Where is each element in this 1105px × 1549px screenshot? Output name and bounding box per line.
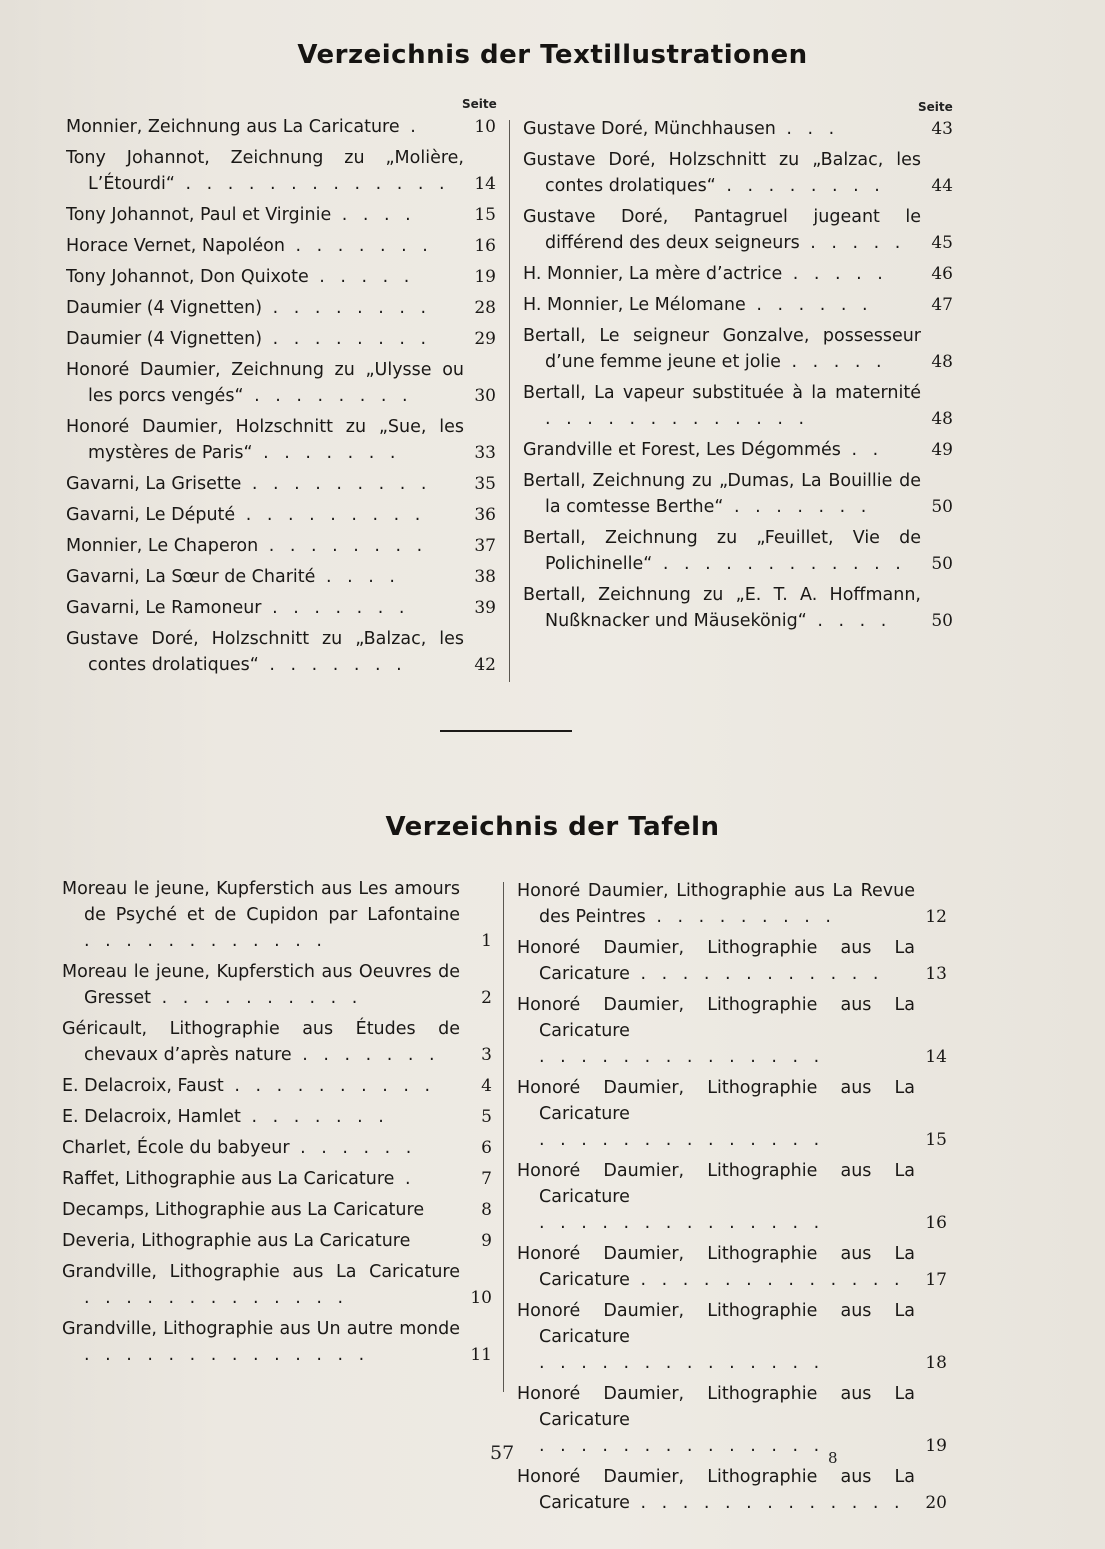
- entry-page-number: 4: [481, 1076, 492, 1096]
- entry-title: [66, 114, 464, 140]
- entry-page-number: 33: [474, 443, 496, 463]
- index-entry: [62, 1228, 492, 1254]
- entry-page-number: 44: [931, 176, 953, 196]
- entry-title-text: E. Delacroix, Hamlet: [62, 1107, 241, 1127]
- index-entry: [517, 1464, 947, 1516]
- leader-dots: . . . . . . . . . . . . .: [629, 1270, 905, 1290]
- section-separator-rule: [440, 730, 572, 732]
- index-entry: [62, 1197, 492, 1223]
- entry-title: [62, 1316, 460, 1368]
- index-entry: [66, 233, 496, 259]
- column-header-seite-left: Seite: [462, 97, 497, 111]
- entry-page-number: 16: [925, 1213, 947, 1233]
- entry-title-text: Gustave Doré, Münchhausen: [523, 119, 776, 139]
- index-entry: [523, 116, 953, 142]
- entry-title: [66, 564, 464, 590]
- index-entry: [66, 471, 496, 497]
- leader-dots: .: [394, 1169, 416, 1189]
- entry-page-number: 13: [925, 964, 947, 984]
- entry-title-text: Daumier (4 Vignetten): [66, 329, 263, 349]
- index-entry: [517, 1075, 947, 1153]
- entry-page-number: 16: [474, 236, 496, 256]
- index-entry: [62, 1016, 492, 1068]
- index-entry: [523, 437, 953, 463]
- entry-title: [523, 525, 921, 577]
- entry-title-text: Gustave Doré, Holzschnitt zu „Balzac, les contes drolatiques“: [523, 150, 921, 196]
- entry-title-text: Tony Johannot, Zeichnung zu „Molière, L’Étourdi“: [66, 148, 464, 194]
- entry-page-number: 5: [481, 1107, 492, 1127]
- signature-mark: 8: [828, 1449, 838, 1467]
- leader-dots: . . . . .: [782, 264, 888, 284]
- entry-title: [66, 264, 464, 290]
- entry-title: [517, 935, 915, 987]
- index-entry: [62, 959, 492, 1011]
- index-entry: [523, 204, 953, 256]
- leader-dots: . . . . . . . . . . . . . .: [539, 1353, 825, 1373]
- entry-page-number: 15: [925, 1130, 947, 1150]
- entry-title-text: Honoré Daumier, Zeichnung zu „Ulysse ou les porcs vengés“: [66, 360, 464, 406]
- index-entry: [523, 525, 953, 577]
- leader-dots: . . . .: [331, 205, 416, 225]
- entry-title-text: Deveria, Lithographie aus La Caricature: [62, 1231, 411, 1251]
- entry-title-text: Tony Johannot, Don Quixote: [66, 267, 309, 287]
- entry-title-text: Honoré Daumier, Lithographie aus La Caricature: [517, 1161, 915, 1207]
- entry-page-number: 8: [481, 1200, 492, 1220]
- entry-title: [62, 876, 460, 954]
- index-entry: [523, 261, 953, 287]
- entry-title-text: Gavarni, Le Député: [66, 505, 236, 525]
- entry-title: [66, 626, 464, 678]
- entry-page-number: 42: [474, 655, 496, 675]
- leader-dots: . .: [840, 440, 884, 460]
- index-entry: [517, 992, 947, 1070]
- entry-page-number: 48: [931, 409, 953, 429]
- entry-title-text: Honoré Daumier, Lithographie aus La Caricature: [517, 1244, 915, 1290]
- entry-page-number: 45: [931, 233, 953, 253]
- leader-dots: . . . . . . . . . . . . .: [629, 1493, 905, 1513]
- entry-title: [66, 414, 464, 466]
- index-entry: [523, 380, 953, 432]
- entry-title: [62, 1197, 460, 1223]
- entry-title-text: Horace Vernet, Napoléon: [66, 236, 285, 256]
- column-divider-top: [509, 120, 510, 682]
- leader-dots: . . . .: [315, 567, 400, 587]
- entry-page-number: 19: [925, 1436, 947, 1456]
- section-title-plates: Verzeichnis der Tafeln: [385, 812, 720, 842]
- index-entry: [523, 292, 953, 318]
- entry-page-number: 14: [925, 1047, 947, 1067]
- text-illustrations-right-column: [523, 116, 953, 639]
- text-illustrations-left-column: [66, 114, 496, 683]
- leader-dots: . . . . . . . .: [715, 176, 885, 196]
- entry-title: [66, 471, 464, 497]
- entry-title: [66, 595, 464, 621]
- entry-title-text: Charlet, École du babyeur: [62, 1138, 290, 1158]
- column-divider-bottom: [503, 882, 504, 1392]
- index-entry: [62, 876, 492, 954]
- entry-title: [517, 1241, 915, 1293]
- index-entry: [62, 1073, 492, 1099]
- entry-title: [66, 145, 464, 197]
- leader-dots: . . . . . . . . . .: [223, 1076, 436, 1096]
- entry-page-number: 10: [474, 117, 496, 137]
- leader-dots: . . .: [775, 119, 840, 139]
- index-entry: [517, 1241, 947, 1293]
- entry-title: [523, 468, 921, 520]
- leader-dots: . . . . . .: [289, 1138, 417, 1158]
- index-entry: [62, 1135, 492, 1161]
- entry-page-number: 28: [474, 298, 496, 318]
- entry-title: [517, 1381, 915, 1459]
- index-entry: [66, 295, 496, 321]
- entry-title-text: Honoré Daumier, Lithographie aus La Caricature: [517, 995, 915, 1041]
- leader-dots: . . . . . . . . . . . .: [652, 554, 906, 574]
- leader-dots: . . . . . . .: [284, 236, 433, 256]
- entry-title: [62, 1104, 460, 1130]
- leader-dots: . . . . . . . .: [243, 386, 413, 406]
- entry-title: [66, 233, 464, 259]
- index-entry: [66, 357, 496, 409]
- index-entry: [62, 1166, 492, 1192]
- entry-title-text: Gavarni, La Grisette: [66, 474, 242, 494]
- entry-page-number: 30: [474, 386, 496, 406]
- entry-title-text: Decamps, Lithographie aus La Caricature: [62, 1200, 425, 1220]
- entry-title: [66, 326, 464, 352]
- entry-title-text: Honoré Daumier, Lithographie aus La Caricature: [517, 1384, 915, 1430]
- entry-title: [62, 1073, 460, 1099]
- entry-title-text: Grandville, Lithographie aus Un autre monde: [62, 1319, 460, 1339]
- leader-dots: . . . . . . . .: [262, 298, 432, 318]
- entry-title: [62, 1016, 460, 1068]
- leader-dots: . . . . . . . . . . . . .: [174, 174, 450, 194]
- entry-title: [517, 1464, 915, 1516]
- entry-title-text: Bertall, La vapeur substituée à la maternité: [523, 383, 921, 403]
- index-entry: [66, 564, 496, 590]
- entry-page-number: 50: [931, 611, 953, 631]
- leader-dots: . . . . . . . . . . . . . .: [539, 1213, 825, 1233]
- entry-page-number: 29: [474, 329, 496, 349]
- entry-title-text: Honoré Daumier, Lithographie aus La Caricature: [517, 1301, 915, 1347]
- entry-title: [523, 147, 921, 199]
- index-entry: [66, 595, 496, 621]
- entry-page-number: 2: [481, 988, 492, 1008]
- entry-title: [517, 992, 915, 1070]
- index-entry: [523, 582, 953, 634]
- entry-title-text: H. Monnier, La mère d’actrice: [523, 264, 783, 284]
- entry-title-text: Grandville, Lithographie aus La Caricature: [62, 1262, 460, 1282]
- entry-page-number: 50: [931, 554, 953, 574]
- entry-title-text: Monnier, Zeichnung aus La Caricature: [66, 117, 400, 137]
- entry-title-text: Moreau le jeune, Kupferstich aus Oeuvres de Gresset: [62, 962, 460, 1008]
- entry-title-text: Daumier (4 Vignetten): [66, 298, 263, 318]
- index-entry: [62, 1316, 492, 1368]
- entry-title-text: Moreau le jeune, Kupferstich aus Les amours de Psyché et de Cupidon par Lafontaine: [62, 879, 460, 925]
- leader-dots: . . . .: [806, 611, 892, 631]
- entry-title-text: Honoré Daumier, Holzschnitt zu „Sue, les mystères de Paris“: [66, 417, 464, 463]
- entry-page-number: 15: [474, 205, 496, 225]
- entry-page-number: 17: [925, 1270, 947, 1290]
- entry-page-number: 39: [474, 598, 496, 618]
- entry-page-number: 49: [931, 440, 953, 460]
- index-entry: [66, 202, 496, 228]
- entry-title: [523, 380, 921, 432]
- entry-title-text: Bertall, Zeichnung zu „Feuillet, Vie de Polichinelle“: [523, 528, 921, 574]
- entry-page-number: 14: [474, 174, 496, 194]
- column-header-seite-right: Seite: [918, 100, 953, 114]
- index-entry: [517, 1381, 947, 1459]
- index-entry: [66, 626, 496, 678]
- entry-page-number: 1: [481, 931, 492, 951]
- entry-page-number: 11: [470, 1345, 492, 1365]
- leader-dots: . . . . . . . . . . . .: [629, 964, 884, 984]
- entry-title: [523, 292, 921, 318]
- entry-title-text: Gavarni, La Sœur de Charité: [66, 567, 316, 587]
- leader-dots: . . . . . . .: [723, 497, 872, 517]
- entry-page-number: 50: [931, 497, 953, 517]
- plates-right-column: [517, 878, 947, 1521]
- entry-page-number: 37: [474, 536, 496, 556]
- entry-title-text: Gustave Doré, Pantagruel jugeant le différend des deux seigneurs: [523, 207, 921, 253]
- entry-title: [523, 437, 921, 463]
- leader-dots: . . . . . . . .: [258, 536, 428, 556]
- entry-title: [523, 116, 921, 142]
- leader-dots: . . . . . .: [745, 295, 873, 315]
- entry-title: [62, 959, 460, 1011]
- leader-dots: .: [399, 117, 421, 137]
- entry-title: [523, 204, 921, 256]
- index-entry: [66, 264, 496, 290]
- entry-title: [62, 1228, 460, 1254]
- entry-page-number: 6: [481, 1138, 492, 1158]
- leader-dots: . . . . .: [308, 267, 415, 287]
- entry-title-text: Honoré Daumier, Lithographie aus La Caricature: [517, 1078, 915, 1124]
- leader-dots: . . . . . . .: [252, 443, 401, 463]
- index-entry: [66, 145, 496, 197]
- index-entry: [66, 326, 496, 352]
- leader-dots: . . . . . . .: [291, 1045, 440, 1065]
- plates-left-column: [62, 876, 492, 1373]
- index-entry: [66, 533, 496, 559]
- index-entry: [62, 1104, 492, 1130]
- leader-dots: . . . . .: [780, 352, 887, 372]
- entry-title: [62, 1135, 460, 1161]
- leader-dots: . . . . . . . . . . . . .: [84, 1288, 349, 1308]
- entry-title-text: Bertall, Zeichnung zu „E. T. A. Hoffmann, Nußknacker und Mäusekönig“: [523, 585, 921, 631]
- entry-title: [517, 1298, 915, 1376]
- entry-page-number: 43: [931, 119, 953, 139]
- index-entry: [517, 1158, 947, 1236]
- entry-title: [66, 357, 464, 409]
- index-entry: [66, 502, 496, 528]
- entry-title-text: Tony Johannot, Paul et Virginie: [66, 205, 332, 225]
- index-entry: [66, 114, 496, 140]
- leader-dots: . . . . . . . . . . . . . .: [539, 1130, 825, 1150]
- entry-title-text: Raffet, Lithographie aus La Caricature: [62, 1169, 395, 1189]
- index-entry: [523, 468, 953, 520]
- entry-title: [66, 502, 464, 528]
- leader-dots: . . . . . . .: [240, 1107, 389, 1127]
- entry-title: [523, 261, 921, 287]
- entry-title: [62, 1259, 460, 1311]
- index-entry: [517, 935, 947, 987]
- entry-page-number: 20: [925, 1493, 947, 1513]
- entry-page-number: 36: [474, 505, 496, 525]
- entry-page-number: 46: [931, 264, 953, 284]
- leader-dots: . . . . .: [799, 233, 906, 253]
- entry-page-number: 3: [481, 1045, 492, 1065]
- entry-page-number: 38: [474, 567, 496, 587]
- leader-dots: . . . . . . . .: [262, 329, 432, 349]
- entry-title-text: Bertall, Zeichnung zu „Dumas, La Bouillie de la comtesse Berthe“: [523, 471, 921, 517]
- leader-dots: . . . . . . . . .: [235, 505, 426, 525]
- entry-title: [66, 202, 464, 228]
- entry-title: [517, 878, 915, 930]
- entry-page-number: 10: [470, 1288, 492, 1308]
- entry-title-text: Bertall, Le seigneur Gonzalve, possesseur d’une femme jeune et jolie: [523, 326, 921, 372]
- leader-dots: . . . . . . . . . . . .: [84, 931, 327, 951]
- index-entry: [523, 147, 953, 199]
- entry-title-text: E. Delacroix, Faust: [62, 1076, 224, 1096]
- entry-page-number: 12: [925, 907, 947, 927]
- leader-dots: . . . . . . . . .: [645, 907, 836, 927]
- leader-dots: . . . . . . . . .: [241, 474, 432, 494]
- leader-dots: . . . . . . . . . .: [151, 988, 363, 1008]
- section-title-text-illustrations: Verzeichnis der Textillustrationen: [297, 40, 808, 70]
- entry-title: [66, 533, 464, 559]
- entry-page-number: 35: [474, 474, 496, 494]
- leader-dots: . . . . . . . . . . . . . .: [539, 1047, 825, 1067]
- entry-title-text: Gavarni, Le Ramoneur: [66, 598, 262, 618]
- entry-title-text: Honoré Daumier, Lithographie aus La Caricature: [517, 1467, 915, 1513]
- entry-title-text: Honoré Daumier, Lithographie aus La Caricature: [517, 938, 915, 984]
- index-entry: [517, 1298, 947, 1376]
- entry-title-text: Géricault, Lithographie aus Études de chevaux d’après nature: [62, 1019, 460, 1065]
- entry-page-number: 19: [474, 267, 496, 287]
- entry-title-text: Monnier, Le Chaperon: [66, 536, 259, 556]
- entry-page-number: 9: [481, 1231, 492, 1251]
- index-entry: [66, 414, 496, 466]
- entry-title: [523, 323, 921, 375]
- entry-title-text: Gustave Doré, Holzschnitt zu „Balzac, les contes drolatiques“: [66, 629, 464, 675]
- entry-title: [517, 1158, 915, 1236]
- leader-dots: . . . . . . . . . . . . . .: [539, 1436, 825, 1456]
- entry-title: [517, 1075, 915, 1153]
- entry-page-number: 18: [925, 1353, 947, 1373]
- index-entry: [523, 323, 953, 375]
- page-number: 57: [490, 1442, 515, 1464]
- entry-title-text: Grandville et Forest, Les Dégommés: [523, 440, 841, 460]
- leader-dots: . . . . . . . . . . . . .: [545, 409, 810, 429]
- leader-dots: . . . . . . .: [258, 655, 407, 675]
- leader-dots: . . . . . . . . . . . . . .: [84, 1345, 370, 1365]
- entry-title: [66, 295, 464, 321]
- index-entry: [62, 1259, 492, 1311]
- entry-title: [523, 582, 921, 634]
- entry-title: [62, 1166, 460, 1192]
- entry-page-number: 48: [931, 352, 953, 372]
- entry-page-number: 47: [931, 295, 953, 315]
- leader-dots: . . . . . . .: [261, 598, 410, 618]
- entry-page-number: 7: [481, 1169, 492, 1189]
- entry-title-text: Honoré Daumier, Lithographie aus La Revue des Peintres: [517, 881, 915, 927]
- index-entry: [517, 878, 947, 930]
- entry-title-text: H. Monnier, Le Mélomane: [523, 295, 746, 315]
